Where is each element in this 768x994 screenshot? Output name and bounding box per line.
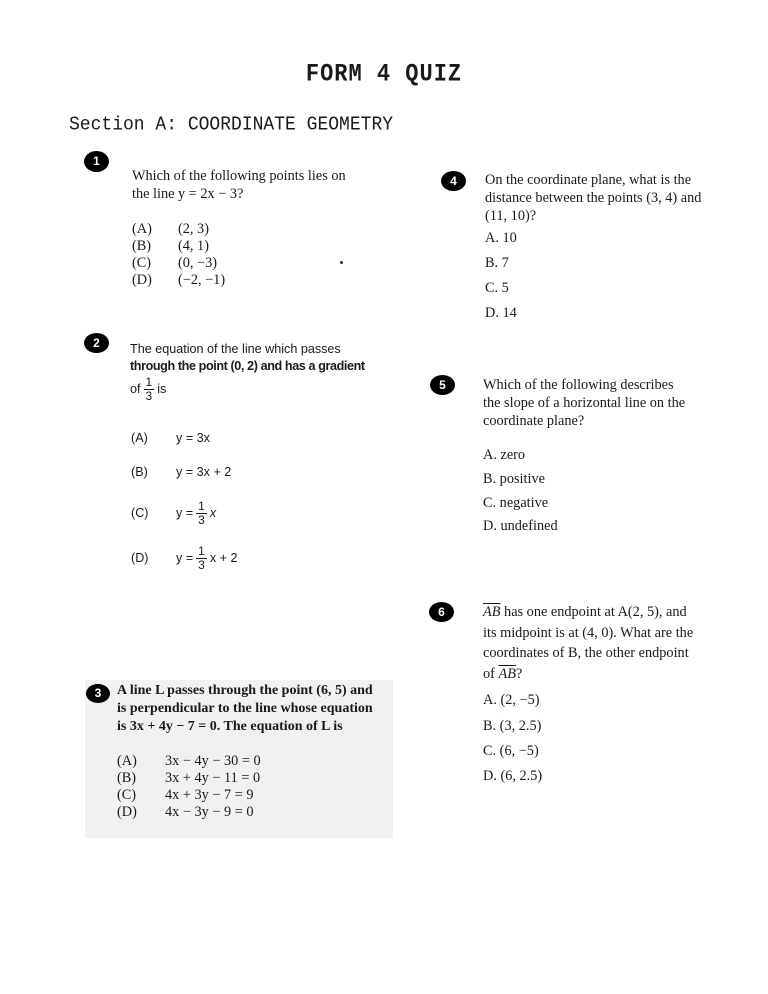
q6-option-b[interactable]: B. (3, 2.5) <box>483 718 542 734</box>
q2-option-d[interactable]: (D) y = $\frac{1}{3}$ x + 2 <box>131 544 238 572</box>
q1-option-b[interactable]: (B) (4, 1) <box>132 238 209 254</box>
question-5-text: Which of the following describes the slope of a horizontal line on the coordinate plane? <box>483 377 686 429</box>
q6-option-c[interactable]: C. (6, −5) <box>483 743 539 759</box>
quiz-title: FORM 4 QUIZ <box>305 60 463 89</box>
q1-option-d[interactable]: (D) (−2, −1) <box>132 272 226 288</box>
question-6-text: $\overline{AB}$ has one endpoint at A(2, 5), and its midpoint is at (4, 0). What are the coordinates of B, the other endpoint of $\overline{AB}$? <box>483 604 694 682</box>
q4-option-b[interactable]: B. 7 <box>485 255 509 271</box>
question-1-text: Which of the following points lies on the line y = 2x − 3? <box>132 168 346 202</box>
q4-option-d[interactable]: D. 14 <box>485 305 517 321</box>
question-3-badge: 3 <box>86 684 110 703</box>
question-2-badge: 2 <box>84 333 109 353</box>
q3-option-d[interactable]: (D) 4x − 3y − 9 = 0 <box>117 804 254 820</box>
question-5-badge: 5 <box>430 375 455 395</box>
question-2-text: The equation of the line which passes through the point (0, 2) and has a gradient <box>130 342 365 373</box>
question-4-text: On the coordinate plane, what is the distance between the points (3, 4) and (11, 10)? <box>485 172 702 224</box>
q2-option-c[interactable]: (C) y = $\frac{1}{3}$ x <box>131 499 217 527</box>
q2-option-a[interactable]: (A) y = 3x <box>131 431 210 445</box>
q2-option-b[interactable]: (B) y = 3x + 2 <box>131 465 232 479</box>
scan-speck <box>340 261 343 264</box>
q5-option-b[interactable]: B. positive <box>483 471 545 487</box>
q4-option-a[interactable]: A. 10 <box>485 230 517 246</box>
question-1-badge: 1 <box>84 151 109 172</box>
q6-option-d[interactable]: D. (6, 2.5) <box>483 768 543 784</box>
question-3-text: A line L passes through the point (6, 5) and is perpendicular to the line whose equation is 3x + 4y − 7 = 0. The equation of L is <box>117 683 373 734</box>
q1-option-c[interactable]: (C) (0, −3) <box>132 255 218 271</box>
section-heading: Section A: COORDINATE GEOMETRY <box>69 114 394 136</box>
q5-option-c[interactable]: C. negative <box>483 495 549 511</box>
q1-option-a[interactable]: (A) (2, 3) <box>132 221 209 237</box>
question-4-badge: 4 <box>441 171 466 191</box>
question-2-gradient: of $\frac{1}{3}$ is <box>130 375 167 403</box>
q3-option-c[interactable]: (C) 4x + 3y − 7 = 9 <box>117 787 254 803</box>
q3-option-b[interactable]: (B) 3x + 4y − 11 = 0 <box>117 770 261 786</box>
q4-option-c[interactable]: C. 5 <box>485 280 509 296</box>
q6-option-a[interactable]: A. (2, −5) <box>483 692 540 708</box>
question-6-badge: 6 <box>429 602 454 622</box>
q3-option-a[interactable]: (A) 3x − 4y − 30 = 0 <box>117 753 261 769</box>
q5-option-d[interactable]: D. undefined <box>483 518 558 534</box>
q5-option-a[interactable]: A. zero <box>483 447 526 463</box>
